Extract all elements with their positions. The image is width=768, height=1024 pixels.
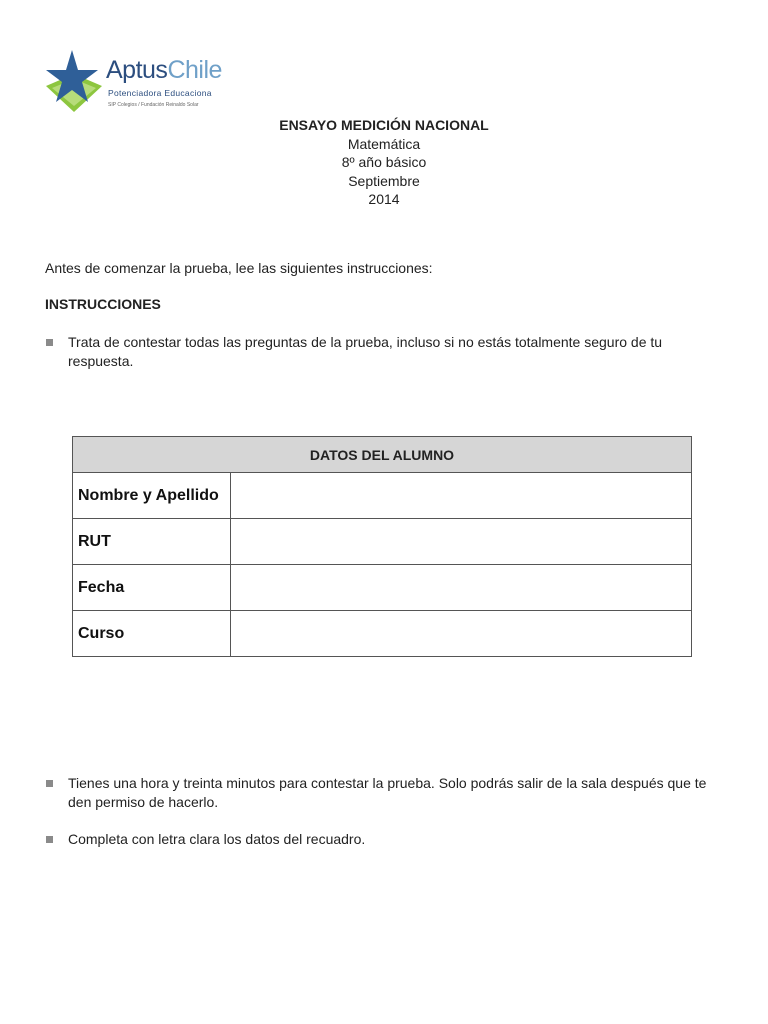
- grade: 8º año básico: [341, 154, 427, 170]
- rut-field[interactable]: [231, 519, 692, 565]
- table-row: [73, 565, 692, 611]
- date-label: Fecha: [73, 565, 231, 611]
- square-bullet-icon: [46, 836, 53, 843]
- table-header: DATOS DEL ALUMNO: [73, 437, 692, 473]
- document-title: ENSAYO MEDICIÓN NACIONAL: [279, 117, 489, 133]
- table-row: [73, 611, 692, 657]
- name-field[interactable]: [231, 473, 692, 519]
- instruction-item: [45, 774, 717, 812]
- date-field[interactable]: [231, 565, 692, 611]
- aptus-chile-logo: [44, 46, 234, 116]
- intro-text: Antes de comenzar la prueba, lee las siguientes instrucciones:: [45, 260, 433, 276]
- instruction-text: Trata de contestar todas las preguntas de la prueba, incluso si no estás totalmente seguro de tu respuesta.: [68, 334, 663, 369]
- student-data-table: [72, 436, 692, 657]
- square-bullet-icon: [46, 339, 53, 346]
- square-bullet-icon: [46, 780, 53, 787]
- name-label: Nombre y Apellido: [73, 473, 231, 519]
- table-row: [73, 519, 692, 565]
- instruction-item: [45, 333, 717, 371]
- instruction-text: Tienes una hora y treinta minutos para contestar la prueba. Solo podrás salir de la sala después que te den permiso de hacerlo.: [68, 775, 707, 810]
- subject: Matemática: [347, 135, 421, 152]
- logo-tagline: Potenciadora Educaciona: [108, 88, 212, 98]
- logo-brand-name: AptusChile: [106, 56, 222, 84]
- rut-label: RUT: [73, 519, 231, 565]
- year: 2014: [368, 191, 400, 207]
- month: Septiembre: [348, 172, 420, 189]
- course-field[interactable]: [231, 611, 692, 657]
- table-header-row: [73, 437, 692, 473]
- instruction-text: Completa con letra clara los datos del recuadro.: [68, 831, 366, 847]
- logo-subtext: SIP Colegios / Fundación Reinaldo Solar: [108, 102, 199, 108]
- instruction-item: [45, 830, 717, 849]
- course-label: Curso: [73, 611, 231, 657]
- star-logo-icon: [44, 46, 106, 116]
- table-row: [73, 473, 692, 519]
- document-header: [0, 116, 768, 209]
- instructions-heading: INSTRUCCIONES: [45, 296, 161, 312]
